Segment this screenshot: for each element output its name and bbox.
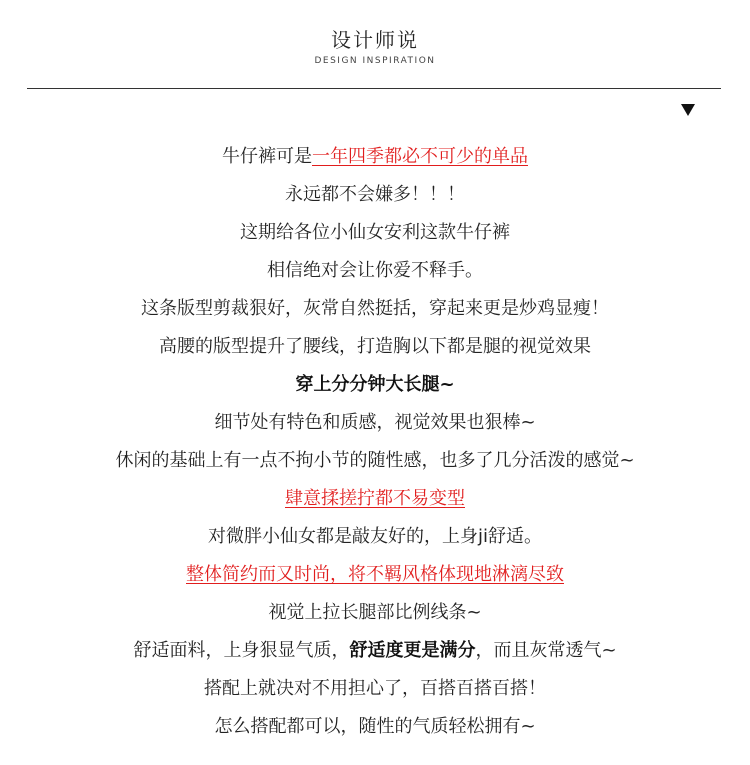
line-10-highlight: 肆意揉搓拧都不易变型 <box>285 488 465 509</box>
section-subtitle: DESIGN INSPIRATION <box>314 56 436 66</box>
text-line-8: 细节处有特色和质感，视觉效果也狠棒~ <box>214 412 536 433</box>
line-7-bold: 穿上分分钟大长腿~ <box>295 374 455 395</box>
text-line-9: 休闲的基础上有一点不拘小节的随性感，也多了几分活泼的感觉~ <box>115 450 635 471</box>
triangle-down-icon <box>681 104 695 116</box>
line-12-highlight: 整体简约而又时尚，将不羁风格体现地淋漓尽致 <box>186 564 564 585</box>
line-14-bold: 舒适度更是满分 <box>349 640 476 661</box>
line-1-prefix: 牛仔裤可是 <box>222 146 312 167</box>
description-text <box>0 138 750 746</box>
text-line-2: 永远都不会嫌多！！！ <box>285 184 465 205</box>
text-line-15: 搭配上就决对不用担心了，百搭百搭百搭！ <box>204 678 546 699</box>
text-line-11: 对微胖小仙女都是敲友好的，上身ji舒适。 <box>207 526 542 547</box>
text-line-14 <box>0 632 750 670</box>
text-line-3: 这期给各位小仙女安利这款牛仔裤 <box>240 222 510 243</box>
text-line-10 <box>0 480 750 518</box>
header-divider <box>27 88 721 89</box>
text-line-7 <box>0 366 750 404</box>
text-line-6: 高腰的版型提升了腰线，打造胸以下都是腿的视觉效果 <box>159 336 591 357</box>
text-line-12 <box>0 556 750 594</box>
text-line-5: 这条版型剪裁狠好，灰常自然挺括，穿起来更是炒鸡显瘦！ <box>141 298 609 319</box>
text-line-1 <box>0 138 750 176</box>
line-14-suffix: ，而且灰常透气~ <box>475 640 617 661</box>
text-line-16: 怎么搭配都可以，随性的气质轻松拥有~ <box>214 716 536 737</box>
line-1-highlight: 一年四季都必不可少的单品 <box>312 146 528 167</box>
line-14-prefix: 舒适面料，上身狠显气质， <box>133 640 350 661</box>
text-line-4: 相信绝对会让你爱不释手。 <box>267 260 483 281</box>
section-title: 设计师说 <box>331 28 419 52</box>
text-line-13: 视觉上拉长腿部比例线条~ <box>268 602 482 623</box>
